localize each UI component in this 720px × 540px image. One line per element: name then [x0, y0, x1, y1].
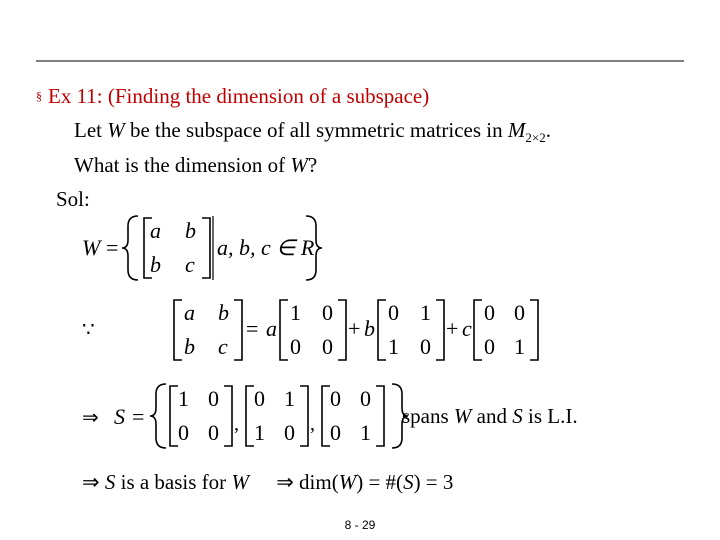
- conclusion-line: [82, 470, 453, 495]
- matrix-cell: 1: [290, 300, 301, 325]
- comma: ,: [310, 413, 315, 435]
- li-text: is L.I.: [528, 404, 578, 428]
- matrix-cell: 1: [284, 386, 295, 411]
- right-bracket-icon: [376, 386, 384, 446]
- question-mark: ?: [307, 153, 318, 177]
- equals-sign: =: [132, 404, 145, 429]
- statement-text: be the subspace of all symmetric matrices in: [129, 118, 503, 142]
- right-bracket-icon: [234, 300, 242, 360]
- matrix-cell: 1: [420, 300, 431, 325]
- coefficient: a: [266, 316, 277, 341]
- statement-line-1: [74, 118, 551, 146]
- example-title: [36, 84, 429, 109]
- matrix-space: M: [507, 118, 526, 142]
- basis-set: [74, 380, 414, 452]
- plus-sign: +: [446, 316, 459, 341]
- matrix-cell: 0: [208, 420, 219, 445]
- matrix-cell: b: [150, 252, 161, 277]
- decomposition-matrix-3: [472, 294, 542, 366]
- set-condition: a, b, c ∈ R: [217, 235, 315, 260]
- equals-sign: =: [106, 235, 119, 260]
- matrix-cell: 0: [388, 300, 399, 325]
- header-rule: [36, 60, 684, 62]
- matrix-cell: 1: [254, 420, 265, 445]
- matrix-cell: 0: [284, 420, 295, 445]
- var-w: W: [107, 118, 125, 142]
- matrix-space-size: 2×2: [525, 130, 546, 146]
- matrix-cell: 0: [290, 334, 301, 359]
- matrix-cell: c: [185, 252, 195, 277]
- implies-icon: ⇒: [82, 470, 100, 494]
- set-lhs: W: [82, 235, 101, 260]
- left-bracket-icon: [280, 300, 288, 360]
- set-name: S: [114, 404, 125, 429]
- right-bracket-icon: [300, 386, 308, 446]
- equals-sign: =: [246, 316, 259, 341]
- right-bracket-icon: [436, 300, 444, 360]
- var-w: W: [338, 470, 357, 494]
- left-bracket-icon: [322, 386, 330, 446]
- matrix-cell: 0: [322, 300, 333, 325]
- because-marker: ∵: [82, 319, 95, 341]
- dim-text: dim(: [299, 470, 339, 494]
- coefficient: b: [364, 316, 375, 341]
- dim-result: ) = 3: [413, 470, 454, 494]
- implies-icon: ⇒: [82, 407, 99, 429]
- matrix-cell: 0: [208, 386, 219, 411]
- matrix-cell: 0: [322, 334, 333, 359]
- left-bracket-icon: [246, 386, 254, 446]
- period: .: [545, 118, 551, 142]
- var-s: S: [512, 404, 523, 428]
- var-s: S: [104, 470, 116, 494]
- statement-text: Let: [74, 118, 102, 142]
- matrix-cell: 1: [388, 334, 399, 359]
- bullet-icon: §: [36, 89, 42, 103]
- matrix-cell: 0: [254, 386, 265, 411]
- spans-statement: [402, 404, 578, 429]
- right-bracket-icon: [530, 300, 538, 360]
- matrix-cell: 1: [514, 334, 525, 359]
- left-bracket-icon: [474, 300, 482, 360]
- matrix-cell: 0: [330, 386, 341, 411]
- matrix-cell: b: [184, 334, 195, 359]
- right-bracket-icon: [202, 218, 210, 278]
- comma: ,: [234, 413, 239, 435]
- set-definition: [70, 210, 340, 286]
- matrix-cell: b: [185, 218, 196, 243]
- matrix-cell: a: [184, 300, 195, 325]
- left-brace-icon: [150, 384, 166, 448]
- statement-line-2: [74, 153, 317, 178]
- solution-label: Sol:: [56, 187, 90, 211]
- matrix-cell: 0: [360, 386, 371, 411]
- title-text: Ex 11: (Finding the dimension of a subspace): [48, 84, 430, 108]
- and-text: and: [476, 404, 507, 428]
- left-brace-icon: [122, 216, 138, 280]
- matrix-cell: 0: [514, 300, 525, 325]
- left-bracket-icon: [174, 300, 182, 360]
- matrix-cell: 0: [484, 334, 495, 359]
- decomposition-equation: [70, 294, 490, 366]
- left-bracket-icon: [170, 386, 178, 446]
- var-w: W: [231, 470, 249, 494]
- matrix-cell: 0: [330, 420, 341, 445]
- var-w: W: [453, 404, 472, 428]
- var-s: S: [403, 470, 414, 494]
- matrix-cell: 0: [178, 420, 189, 445]
- right-bracket-icon: [224, 386, 232, 446]
- matrix-cell: 0: [484, 300, 495, 325]
- matrix-cell: a: [150, 218, 161, 243]
- conclusion-text: is a basis for: [120, 470, 227, 494]
- spans-text: spans: [402, 404, 449, 428]
- implies-icon: ⇒: [276, 470, 294, 494]
- right-bracket-icon: [338, 300, 346, 360]
- coefficient: c: [462, 316, 472, 341]
- matrix-cell: b: [218, 300, 229, 325]
- page-number: 8 - 29: [344, 518, 376, 532]
- var-w: W: [290, 153, 308, 177]
- matrix-cell: 1: [360, 420, 371, 445]
- statement-text: What is the dimension of: [74, 153, 286, 177]
- left-bracket-icon: [378, 300, 386, 360]
- matrix-cell: 1: [178, 386, 189, 411]
- plus-sign: +: [348, 316, 361, 341]
- matrix-cell: c: [218, 334, 228, 359]
- dim-text: ) = #(: [356, 470, 404, 494]
- matrix-cell: 0: [420, 334, 431, 359]
